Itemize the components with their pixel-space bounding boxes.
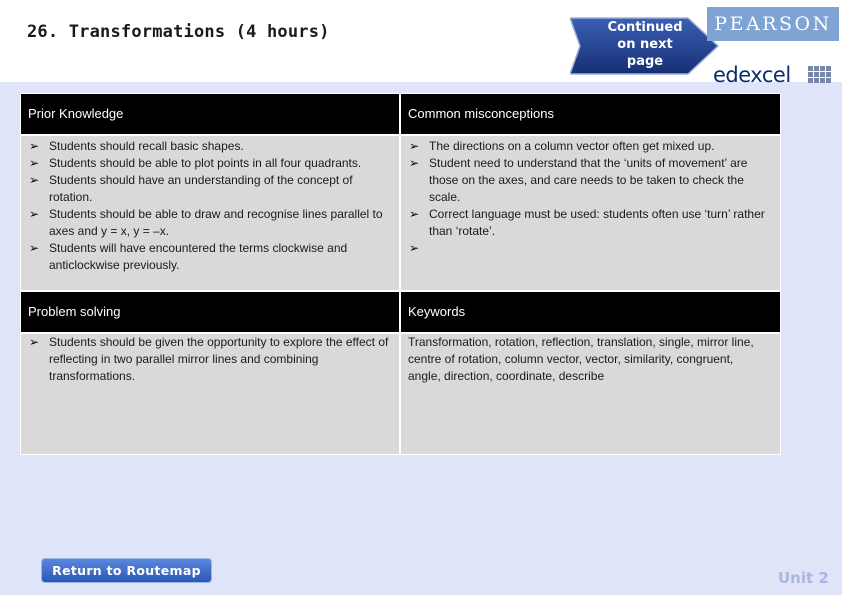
list-item: ➢ Students should be given the opportunity to explore the effect of reflecting in two parallel mirror lines and combining transformations.	[27, 334, 389, 385]
list-item: ➢ Correct language must be used: students often use ‘turn’ rather than ‘rotate’.	[407, 206, 766, 240]
edexcel-logo: edexcel	[713, 63, 791, 87]
prior-knowledge-cell	[21, 136, 399, 290]
keywords-cell	[401, 334, 780, 454]
list-item: ➢ Students should recall basic shapes.	[27, 138, 393, 155]
pearson-logo: PEARSON	[707, 7, 839, 41]
list-item: ➢ The directions on a column vector often get mixed up.	[407, 138, 766, 155]
list-item: ➢ Students should have an understanding of the concept of rotation.	[27, 172, 393, 206]
misconceptions-cell	[401, 136, 780, 290]
problem-solving-cell	[21, 334, 399, 454]
list-item: ➢ Students will have encountered the terms clockwise and anticlockwise previously.	[27, 240, 393, 274]
list-item: ➢ Students should be able to draw and recognise lines parallel to axes and y = x, y = –x.	[27, 206, 393, 240]
return-to-routemap-button[interactable]: Return to Routemap	[41, 558, 212, 583]
continued-line: page	[626, 54, 664, 69]
continued-label	[592, 19, 698, 70]
list-item: ➢ Student need to understand that the ‘units of movement’ are those on the axes, and care needs to be taken to check the scale.	[407, 155, 766, 206]
misconceptions-heading: Common misconceptions	[401, 94, 780, 134]
keywords-heading: Keywords	[401, 292, 780, 332]
edexcel-grid-icon	[808, 66, 832, 86]
unit-label: Unit 2	[778, 569, 829, 587]
list-item: ➢ Students should be able to plot points in all four quadrants.	[27, 155, 393, 172]
problem-solving-heading: Problem solving	[21, 292, 399, 332]
page-title: 26. Transformations (4 hours)	[27, 22, 330, 42]
continued-arrow[interactable]	[570, 16, 720, 78]
prior-knowledge-heading: Prior Knowledge	[21, 94, 399, 134]
continued-line: on next	[617, 37, 673, 52]
continued-line: Continued	[607, 20, 683, 35]
content-table	[20, 93, 781, 455]
keywords-text: Transformation, rotation, reflection, translation, single, mirror line, centre of rotation, column vector, vector, similarity, congruent, angle, direction, coordinate, describe	[408, 335, 754, 383]
